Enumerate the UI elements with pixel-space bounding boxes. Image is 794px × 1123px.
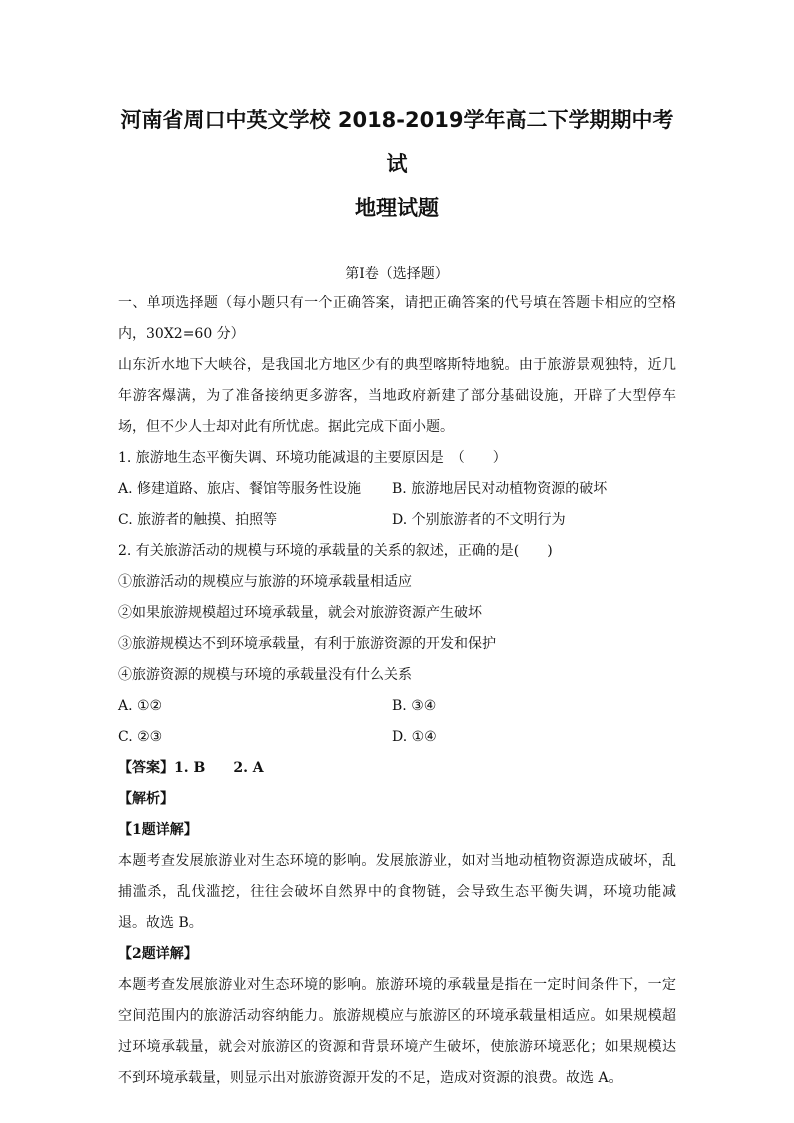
passage-text: 山东沂水地下大峡谷，是我国北方地区少有的典型喀斯特地貌。由于旅游景观独特，近几年游客爆满，为了准备接纳更多游客，当地政府新建了部分基础设施，开辟了大型停车场，但不少人士却对此有所忧虑。据此完成下面小题。	[118, 357, 676, 435]
q2-option-a: A. ①②	[118, 698, 163, 714]
question-2-stem: 2. 有关旅游活动的规模与环境的承载量的关系的叙述，正确的是( )	[118, 543, 553, 559]
question-1-options-row-1	[118, 474, 676, 505]
question-1-options-row-2	[118, 505, 676, 536]
doc-title-line-2: 地理试题	[355, 196, 439, 220]
q2-statement-1: ①旅游活动的规模应与旅游的环境承载量相适应	[118, 574, 412, 590]
question-2-options-row-1	[118, 691, 676, 722]
section-heading: 第I卷（选择题）	[345, 266, 449, 282]
detail-1-text: 本题考查发展旅游业对生态环境的影响。发展旅游业，如对当地动植物资源造成破坏，乱捕滥杀，乱伐滥挖，往往会破坏自然界中的食物链，会导致生态平衡失调，环境功能减退。故选 B。	[118, 853, 676, 931]
q2-option-c: C. ②③	[118, 729, 163, 745]
detail-2-text: 本题考查发展旅游业对生态环境的影响。旅游环境的承载量是指在一定时间条件下，一定空间范围内的旅游活动容纳能力。旅游规模应与旅游区的环境承载量相适应。如果规模超过环境承载量，就会对旅游区的资源和背景环境产生破坏，使旅游环境恶化；如果规模达不到环境承载量，则显示出对旅游资源开发的不足，造成对资源的浪费。故选 A。	[118, 977, 676, 1086]
q2-statement-2: ②如果旅游规模超过环境承载量，就会对旅游资源产生破坏	[118, 605, 482, 621]
q1-option-c: C. 旅游者的触摸、拍照等	[118, 512, 278, 528]
detail-2-label: 【2题详解】	[118, 946, 198, 962]
detail-1-label: 【1题详解】	[118, 822, 198, 838]
q1-option-d: D. 个别旅游者的不文明行为	[392, 512, 566, 528]
answer-line: 【答案】1. B 2. A	[118, 760, 264, 776]
q1-option-b: B. 旅游地居民对动植物资源的破坏	[392, 481, 608, 497]
q2-statement-4: ④旅游资源的规模与环境的承载量没有什么关系	[118, 667, 412, 683]
doc-title-line-1: 河南省周口中英文学校 2018-2019学年高二下学期期中考试	[120, 108, 674, 176]
q2-option-b: B. ③④	[392, 698, 437, 714]
q2-option-d: D. ①④	[392, 729, 437, 745]
instruction-text: 一、单项选择题（每小题只有一个正确答案，请把正确答案的代号填在答题卡相应的空格内，30X2=60 分）	[118, 295, 676, 342]
q2-statement-3: ③旅游规模达不到环境承载量，有利于旅游资源的开发和保护	[118, 636, 496, 652]
question-1-stem: 1. 旅游地生态平衡失调、环境功能减退的主要原因是 （ ）	[118, 450, 507, 466]
q1-option-a: A. 修建道路、旅店、餐馆等服务性设施	[118, 481, 362, 497]
question-2-options-row-2	[118, 722, 676, 753]
analysis-label: 【解析】	[118, 791, 174, 807]
